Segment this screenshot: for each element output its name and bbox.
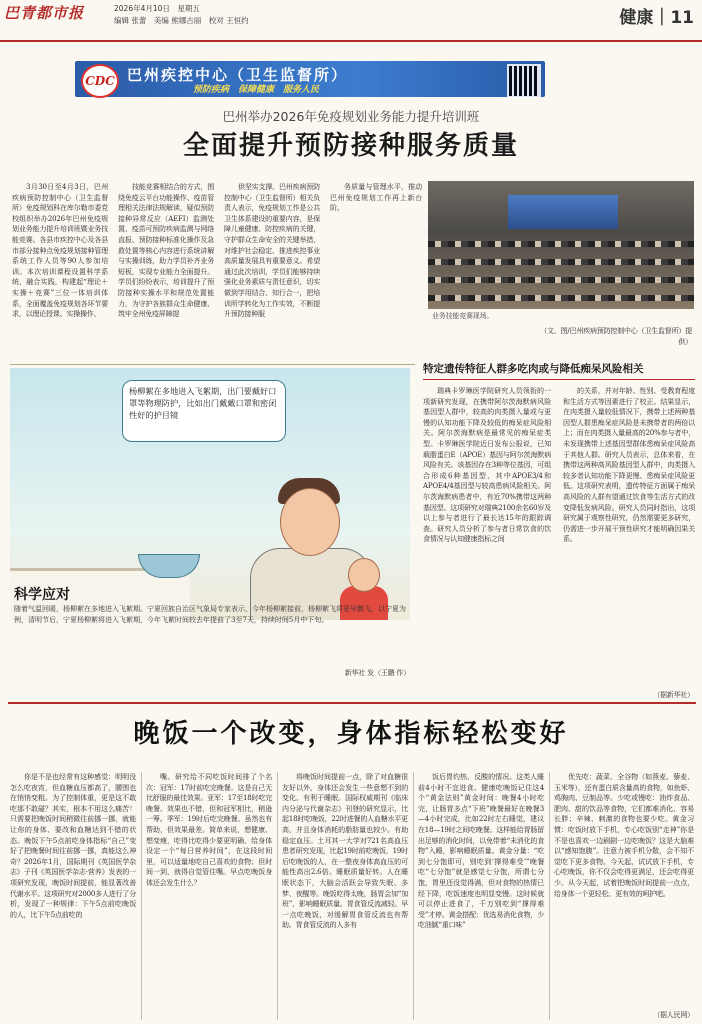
article2-headline: 特定遗传特征人群多吃肉或与降低痴呆风险相关 xyxy=(423,361,695,380)
man-face xyxy=(280,488,340,556)
article3-col1-text: 你是不是也经常有这种感觉：明明没怎么吃夜宵，但血糖血压都高了，腰围也在悄悄变粗。为了控制体重，更是这不敢吃那不敢碰？其实，根本不用这么痛苦！只需要把晚饭时间稍微往前挪一挪，就能让你的身体、要改和血糖达到不错的状态。晚饭下午5点前吃身体指标“自己”变好了把晚餐时间往前挪一挪，真能这么神奇？2026年1月，国际期刊《英国医学杂志》子刊《英国医学杂志·营养》发表的一项研究发现，晚饭时间提前，能显著改善代谢水平。这项研究对2000多人进行了分析，发现了一种规律：下午5点前吃晚饭的人，比下午5点前吃的 xyxy=(10,773,136,919)
article3-credit: （据人民网） xyxy=(653,1011,694,1019)
article3-headline: 晚饭一个改变，身体指标轻松变好 xyxy=(133,719,569,749)
article3-column-3 xyxy=(282,772,408,1024)
banner-slogan: 预防疾病 保障健康 服务人民 xyxy=(193,85,320,95)
article1-col2-text: 技能竞赛相结合的方式，围绕免疫云平台功能操作、疫苗管理相关法律法规解读、疑似预防接种异常反应（AEFI）监测处置、疫苗可预防疾病监测与网络直报、预防接种标准化操作及急救处置等核心内容进行系统讲解与实操训练，助力学员补齐业务短板，实现专业能力全面提升。学员们纷纷表示，培训提升了预防接种实操水平和规范处置能力，为守护各族群众生命健康、筑牢全州免疫屏障提 xyxy=(118,183,214,319)
cdc-banner xyxy=(75,61,545,97)
cartoon-caption: 随着气温回暖，杨柳絮在多地进入飞絮期。宁夏回族自治区气象局专家表示，今年杨柳絮接前，杨柳絮飞将更早飘飞。以宁夏为例，清明节后，宁夏杨柳絮将进入飞絮期，今年飞絮时间较去年提前了3至7天，持续时间5月中下旬。 xyxy=(14,605,406,624)
article3-col3-text: 将晚饭时间提前一点，除了对血糖很友好以外，身体还会发生一些意想不到的变化。有利于睡眠。国际权威期刊《临床内分泌与代谢杂志》刊登的研究显示，比起18时吃晚饭，22时进餐的人血糖水平更高，并且身体消耗的脂肪量也较少。有助稳定血压。土耳其一大学对721名高血压患者研究发现，比起19时前吃晚饭，19时后吃晚饭的人，在一整夜身体高血压的可能性高出2.6倍。睡眠质量好转。人在睡眠状态下，大脑会活跃会导致失眠、多梦、夜醒等。晚饭吃得太晚，肠胃会加“加班”，影响睡眠质量。胃食管反流减轻。早一点吃晚饭，对缓解胃食管反流也有帮助。胃食管反流的人多有 xyxy=(282,773,408,930)
audience-row xyxy=(428,295,694,301)
article1-column-4 xyxy=(330,182,422,362)
article3-column-2 xyxy=(146,772,272,1024)
article3-col5-text: 优先吃：蔬菜、全谷物（如燕麦、藜麦、玉米等），还有蛋白质含量高的食物，如鱼虾、鸡胸肉、豆制品等。少吃或慢吃：油炸食品、肥肉、甜的饮品等食物，它们都难消化、容易长胖；辛辣、刺激的食物也要少吃。黄金习惯：吃饭时放下手机，专心吃饭别“走神”你是不是也喜欢一边刷剧一边吃晚饭？这是大脑难以“感知饱腹”。注意力被手机分散，会不知不觉吃下更多食物。今天起，试试放下手机，专心吃晚饭，你不仅会吃得更满足，还会吃得更少。从今天起，试着把晚饭时间提前一点点，给身体一个更轻松、更有效的呵护吧。 xyxy=(554,773,694,898)
audience-row xyxy=(428,277,694,283)
audience-row xyxy=(428,241,694,247)
column-divider xyxy=(413,772,414,1020)
newspaper-logo: 巴青都市报 xyxy=(4,4,85,22)
article1-column-1 xyxy=(12,182,108,362)
article2-col2-text: 的关系，并对年龄、性别、受教育程度和生活方式等因素进行了校正。结果显示，在肉类摄入量较低情况下，携带上述两种基因型人群患痴呆症风险是未携带者的两倍以上；而在肉类摄入量最高的20%参与者中，未发现携带上述基因型群体患痴呆症风险高于其他人群。研究人员表示，总体来看，在携带这两种高风险基因型人群中，肉类摄入较多者认知功能下降更慢、患痴呆症风险更低。这项研究表明，遗传特征方面属于痴呆高风险的人群有望通过饮食等生活方式的改变降低发病风险。研究人员同时指出，这项研究属于观察性研究，仍然需要更多研究，仍需进一步开展干预性研究才能明确因果关系。 xyxy=(563,387,695,544)
article1-col4-text: 务质量与管理水平，推动巴州免疫规划工作再上新台阶。 xyxy=(330,183,422,213)
article1-column-2 xyxy=(118,182,214,362)
article3-column-4 xyxy=(418,772,544,1024)
qr-code-icon xyxy=(507,64,541,98)
dateline: 2026年4月10日 星期五 xyxy=(114,4,200,13)
article1-kicker: 巴州举办2026年免疫规划业务能力提升培训班 xyxy=(222,109,480,124)
divider xyxy=(10,364,415,365)
cdc-logo-icon: CDC xyxy=(81,64,119,98)
column-divider xyxy=(141,772,142,1020)
article3-column-1 xyxy=(10,772,136,1024)
column-divider xyxy=(277,772,278,1020)
article3-col2-text: 嘴。研究给不同吃饭时间排了个名次：冠军：17时前吃完晚餐。这是自己无比舒服的最佳效果。亚军：17至18时吃完晚餐。效果也不错，但和冠军相比，稍逊一筹。季军：19时后吃完晚餐。虽然也有帮助，但效果最差。简单来说，想健康、想变瘦，吃得比吃得少要更明确、给身体设定一个“每日营养时间”，在这段时间里，可以适量地吃自己喜欢的食物；但时间一到，就得自觉管住嘴。早点吃晚饭身体还会发生什么？ xyxy=(146,773,272,887)
article2-column-2 xyxy=(563,386,695,684)
speech-bubble: 杨柳絮在多地进入飞絮期，出门要戴好口罩等物理防护，比如出门戴戴口罩和密闭性好的护目镜 xyxy=(122,380,286,442)
column-divider xyxy=(549,772,550,1020)
section-divider xyxy=(8,702,696,704)
training-photo xyxy=(428,181,694,309)
article1-credit: （文、图/巴州疾病预防控制中心（卫生监督所）提供） xyxy=(540,327,692,346)
banner-title: 巴州疾控中心（卫生监督所） xyxy=(127,66,349,84)
article1-col3-text: 供坚实支撑。巴州疾病预防控制中心（卫生监督所）相关负责人表示，免疫规划工作是公共卫生体系建设的重要内容，是保障儿童健康、防控疾病的关键，守护群众生命安全的关键举措，对维护社会稳定、推进疾控事业高质量发展具有重要意义。希望通过此次培训，学员们能够持续强化业务素质与责任意识，切实做到学用结合、知行合一，把培训所学转化为工作实效，不断提升预防接种服 xyxy=(224,183,320,319)
section-page-label: 健康｜11 xyxy=(619,8,694,28)
article1-column-3 xyxy=(224,182,320,362)
editor-credits: 编辑 张蕾 美编 熊娜古丽 校对 王恒约 xyxy=(114,16,249,25)
article2-column-1 xyxy=(423,386,551,700)
article3-column-5 xyxy=(554,772,694,1010)
cartoon-credit: 新华社 发（王鹏 作） xyxy=(344,669,410,677)
photo-caption: 业务技能竞赛现场。 xyxy=(432,312,494,320)
article2-col1-text: 瑞典卡罗琳医学院研究人员领衔的一项新研究发现，在携带阿尔茨海默病风险基因型人群中，较高的肉类摄入量或与更慢的认知功能下降及较低的痴呆症风险相关。阿尔茨海默病是最常见的痴呆症类型。卡罗琳医学院近日发布公报说，已知载脂蛋白E（APOE）基因与阿尔茨海默病风险有关。该基因存在3种等位基因，可组合形成6种基因型，其中APOE3/4和APOE4/4基因型与较高患病风险相关。阿尔茨海默病患者中，有近70%携带这两种基因型。这项研究对瑞典2100余名60岁及以上参与者进行了最长达15年的跟踪调查。研究人员分析了参与者日常饮食的饮食情况与认知健康指标之间 xyxy=(423,387,551,544)
article1-col1-text: 3月30日至4月3日，巴州疾病预防控制中心（卫生监督所）免疫规划科在库尔勒市委党校组织举办2026年巴州免疫规划业务能力提升培训班暨业务技能竞赛。各县市疾控中心及各县市部分接种点免疫规划接种管理系统工作人员等90人参加培训。本次培训课程设置科学系统，融合实践，构建起“理论＋实操＋竞赛”三位一体培训体系，全面覆盖免疫规划各环节要求，以理论授课、实操操作、 xyxy=(12,183,108,319)
child-face xyxy=(348,558,380,592)
article3-col4-text: 饭后胃灼热、反酸的情况。这类人睡前4小时不宜进食。健康吃晚饭记住这4个“黄金法则”黄金时间：晚餐4小时吃完，让肠胃多点“下班”晚餐最好在晚餐3—4小时完成，比如22时左右睡觉，建议在18—19时之间吃晚餐。这样能给胃肠留出足够的消化时间，以免带着“未消化的食物”入睡，影响睡眠质量。黄金分量：“吃到七分饱即可，别吃到‘撑得难受’”晚餐吃“七分饱”就是感觉七分饱，所谓七分饱，胃里还没觉得满，但对食物的热情已经下降，吃饭速度也明显变慢。这时候就可以停止进食了，千万别吃到“撑得难受”才停。黄金搭配：优选易消化食物，少吃油腻“重口味” xyxy=(418,773,544,930)
article1-headline: 全面提升预防接种服务质量 xyxy=(182,131,519,161)
masthead xyxy=(0,0,702,42)
audience-row xyxy=(428,259,694,265)
cartoon-illustration xyxy=(10,368,410,620)
cartoon-title: 科学应对 xyxy=(14,587,70,603)
projector-screen xyxy=(508,195,618,229)
article2-credit: （据新华社） xyxy=(653,691,694,699)
